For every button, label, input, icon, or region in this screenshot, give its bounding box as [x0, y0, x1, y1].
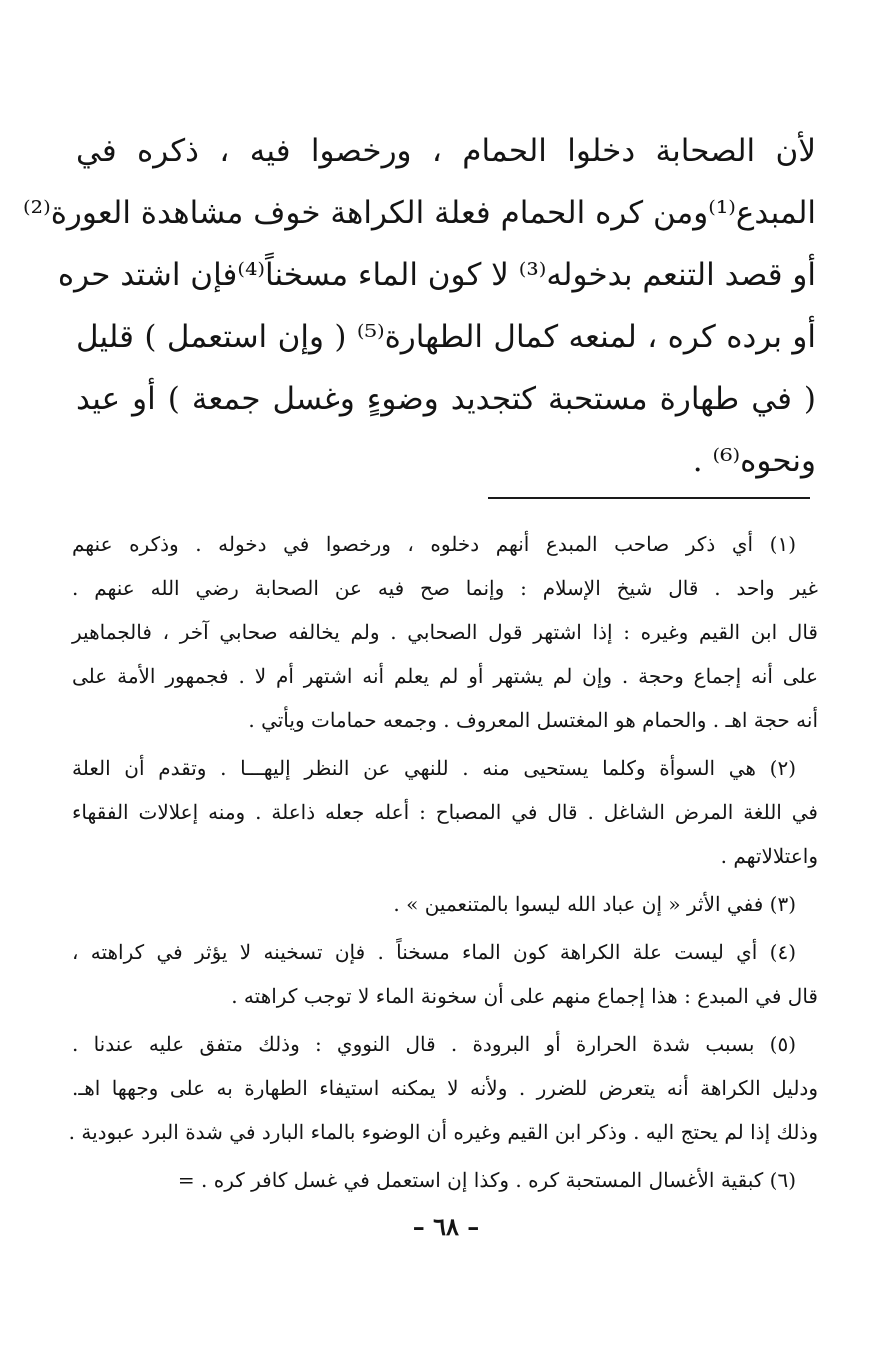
- footnote-line: (٥) بسبب شدة الحرارة أو البرودة . قال النووي : وذلك متفق عليه عندنا .: [72, 1032, 796, 1056]
- main-text-line: ونحوه⁽⁶⁾ .: [692, 443, 816, 479]
- main-text-line: أو برده كره ، لمنعه كمال الطهارة⁽⁵⁾ ( وإن استعمل ) قليل: [76, 319, 816, 355]
- footnote-5: [68, 1022, 818, 1154]
- footnote-line: قال ابن القيم وغيره : إذا اشتهر قول الصحابي . ولم يخالفه صحابي آخر ، فالجماهير: [72, 620, 818, 644]
- page-number: – ٦٨ –: [412, 1212, 480, 1241]
- footnote-1: [72, 522, 818, 742]
- main-text-line: لأن الصحابة دخلوا الحمام ، ورخصوا فيه ، ذكره في: [76, 133, 816, 169]
- main-text: [23, 120, 816, 492]
- footnote-line: ودليل الكراهة أنه يتعرض للضرر . ولأنه لا يمكنه استيفاء الطهارة به على وجهها اهـ.: [72, 1076, 818, 1100]
- footnotes: [68, 522, 818, 1206]
- footnote-3: [72, 882, 818, 926]
- footnote-line: (١) أي ذكر صاحب المبدع أنهم دخلوه ، ورخصوا في دخوله . وذكره عنهم: [72, 532, 796, 556]
- footnote-line: وذلك إذا لم يحتج اليه . وذكر ابن القيم وغيره أن الوضوء بالماء البارد في شدة البرد عبودية .: [68, 1120, 818, 1144]
- footnote-line: (٤) أي ليست علة الكراهة كون الماء مسخناً . فإن تسخينه لا يؤثر في كراهته ،: [72, 940, 796, 964]
- footnote-line: أنه حجة اهـ . والحمام هو المغتسل المعروف . وجمعه حمامات ويأتي .: [248, 708, 818, 732]
- footnote-2: [72, 746, 818, 878]
- footnote-line: (٢) هي السوأة وكلما يستحيى منه . للنهي عن النظر إليهـــا . وتقدم أن العلة: [72, 756, 796, 780]
- footnote-4: [72, 930, 818, 1018]
- footnote-6: [72, 1158, 818, 1202]
- footnote-separator: [488, 497, 810, 499]
- footnote-line: قال في المبدع : هذا إجماع منهم على أن سخونة الماء لا توجب كراهته .: [231, 984, 818, 1008]
- main-text-line: ( في طهارة مستحبة كتجديد وضوءٍ وغسل جمعة ) أو عيد: [76, 381, 816, 417]
- footnote-line: غير واحد . قال شيخ الإسلام : وإنما صح فيه عن الصحابة رضي الله عنهم .: [72, 576, 818, 600]
- footnote-line: واعتلالاتهم .: [720, 844, 818, 868]
- footnote-line: في اللغة المرض الشاغل . قال في المصباح : أعله جعله ذاعلة . ومنه إعلالات الفقهاء: [72, 800, 818, 824]
- footnote-line: (٦) كبقية الأغسال المستحبة كره . وكذا إن استعمل في غسل كافر كره . =: [177, 1168, 796, 1192]
- main-text-line: المبدع⁽¹⁾ومن كره الحمام فعلة الكراهة خوف مشاهدة العورة⁽²⁾: [23, 195, 816, 231]
- footnote-line: على أنه إجماع وحجة . وإن لم يشتهر أو لم يعلم أنه اشتهر أم لا . فجمهور الأمة على: [72, 664, 818, 688]
- footnote-line: (٣) ففي الأثر « إن عباد الله ليسوا بالمتنعمين » .: [393, 892, 796, 916]
- main-text-line: أو قصد التنعم بدخوله⁽³⁾ لا كون الماء مسخناً⁽⁴⁾فإن اشتد حره: [57, 257, 816, 293]
